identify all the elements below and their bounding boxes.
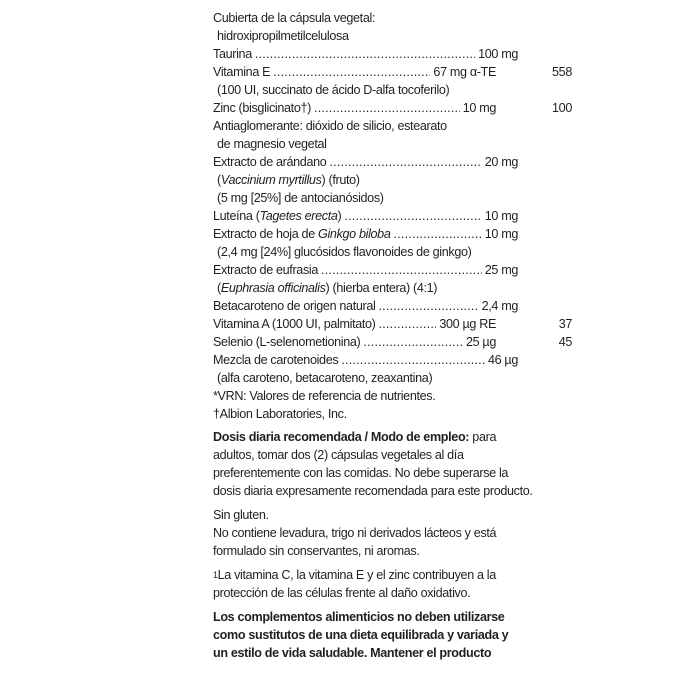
ingredient-amount: 67 mg α-TE [433, 65, 496, 79]
leader-dots [255, 45, 475, 63]
ingredient-row-betacaroteno [213, 297, 543, 315]
dosage-line-1-rest: para [469, 430, 497, 444]
ingredient-note-arandano: (Vaccinium myrtillus) (fruto) [217, 173, 360, 187]
latin-name: Tagetes erecta [259, 209, 338, 223]
leader-dots [329, 153, 481, 171]
ingredient-amount: 10 mg [484, 209, 518, 223]
claim-line-2: protección de las células frente al daño oxidativo. [213, 586, 471, 600]
ingredient-amount: 100 mg [478, 47, 518, 61]
free-from-line-1: No contiene levadura, trigo ni derivados lácteos y está [213, 526, 497, 540]
ingredient-note-vitamina-e: (100 UI, succinato de ácido D-alfa tocoferilo) [217, 83, 450, 97]
gluten-free-text: Sin gluten. [213, 508, 269, 522]
dosage-line-4: dosis diaria expresamente recomendada para este producto. [213, 484, 533, 498]
ingredient-name: Extracto de arándano [213, 155, 327, 169]
leader-dots [314, 99, 460, 117]
leader-dots [344, 207, 481, 225]
ingredient-row-vitamina-e [213, 63, 572, 81]
dosage-line-1 [213, 428, 543, 446]
ingredient-note-eufrasia: (Euphrasia officinalis) (hierba entera) (4:1) [217, 281, 438, 295]
ingredient-note-carotenoides: (alfa caroteno, betacaroteno, zeaxantina) [217, 371, 433, 385]
name-part: Luteína ( [213, 209, 260, 223]
claim-footnote-mark: 1 [213, 570, 218, 580]
ingredient-amount: 10 mg [484, 227, 518, 241]
note-rest: ) (hierba entera) (4:1) [325, 281, 438, 295]
latin-name: Vaccinium myrtillus [220, 173, 322, 187]
ingredient-note-ginkgo: (2,4 mg [24%] glucósidos flavonoides de ginkgo) [217, 245, 472, 259]
ingredient-row-vitamina-a [213, 315, 572, 333]
ingredient-vrn: 558 [552, 65, 572, 79]
claim-line-1 [213, 566, 543, 584]
capsule-shell-line-1: Cubierta de la cápsula vegetal: [213, 11, 376, 25]
ingredient-name: Selenio (L-selenometionina) [213, 335, 361, 349]
ingredient-name: Zinc (bisglicinato†) [213, 101, 311, 115]
dosage-line-2: adultos, tomar dos (2) cápsulas vegetales al día [213, 448, 464, 462]
footnote-vrn: *VRN: Valores de referencia de nutrientes. [213, 389, 436, 403]
footnote-albion: †Albion Laboratories, Inc. [213, 407, 347, 421]
dosage-line-3: preferentemente con las comidas. No debe superarse la [213, 466, 509, 480]
ingredient-name: Betacaroteno de origen natural [213, 299, 376, 313]
ingredient-amount: 10 mg [462, 101, 496, 115]
ingredient-name: Taurina [213, 47, 252, 61]
ingredient-name: Mezcla de carotenoides [213, 353, 339, 367]
leader-dots [273, 63, 430, 81]
ingredient-vrn: 37 [558, 317, 572, 331]
ingredient-row-luteina [213, 207, 543, 225]
ingredient-row-taurina [213, 45, 543, 63]
leader-dots [341, 351, 485, 369]
supplement-label-panel [213, 9, 572, 662]
ingredient-row-eufrasia [213, 261, 543, 279]
leader-dots [321, 261, 482, 279]
anticaking-line-1: Antiaglomerante: dióxido de silicio, estearato [213, 119, 447, 133]
dosage-section [213, 428, 543, 500]
ingredient-vrn: 45 [558, 335, 572, 349]
ingredient-note-arandano-2: (5 mg [25%] de antocianósidos) [217, 191, 384, 205]
leader-dots [379, 315, 437, 333]
warning-line-3: un estilo de vida saludable. Mantener el producto [213, 646, 492, 660]
latin-name: Ginkgo biloba [318, 227, 391, 241]
ingredient-amount: 46 µg [487, 353, 518, 367]
note-rest: ) (fruto) [321, 173, 360, 187]
leader-dots [378, 297, 478, 315]
latin-name: Euphrasia officinalis [220, 281, 326, 295]
name-part: Extracto de hoja de [213, 227, 319, 241]
ingredient-amount: 2,4 mg [481, 299, 518, 313]
ingredient-name [213, 207, 341, 225]
ingredient-row-carotenoides [213, 351, 543, 369]
leader-dots [363, 333, 463, 351]
claim-text-1: La vitamina C, la vitamina E y el zinc contribuyen a la [217, 568, 496, 582]
ingredient-name: Extracto de eufrasia [213, 263, 319, 277]
ingredient-row-arandano [213, 153, 543, 171]
warning-line-1: Los complementos alimenticios no deben utilizarse [213, 610, 505, 624]
ingredient-vrn: 100 [552, 101, 572, 115]
dosage-heading: Dosis diaria recomendada / Modo de empleo: [213, 430, 470, 444]
ingredient-amount: 25 µg [465, 335, 496, 349]
ingredient-row-selenio [213, 333, 572, 351]
ingredient-name: Vitamina A (1000 UI, palmitato) [213, 317, 376, 331]
ingredient-amount: 25 mg [484, 263, 518, 277]
anticaking-line-2: de magnesio vegetal [217, 137, 327, 151]
ingredient-amount: 300 µg RE [439, 317, 496, 331]
name-part: ) [337, 209, 342, 223]
ingredient-name: Vitamina E [213, 65, 271, 79]
free-from-line-2: formulado sin conservantes, ni aromas. [213, 544, 420, 558]
ingredient-row-zinc [213, 99, 572, 117]
capsule-shell-line-2: hidroxipropilmetilcelulosa [217, 29, 349, 43]
warning-line-2: como sustitutos de una dieta equilibrada y variada y [213, 628, 509, 642]
ingredient-row-ginkgo [213, 225, 543, 243]
warning-section [213, 608, 543, 662]
leader-dots [394, 225, 482, 243]
ingredient-name [213, 225, 391, 243]
ingredient-amount: 20 mg [484, 155, 518, 169]
